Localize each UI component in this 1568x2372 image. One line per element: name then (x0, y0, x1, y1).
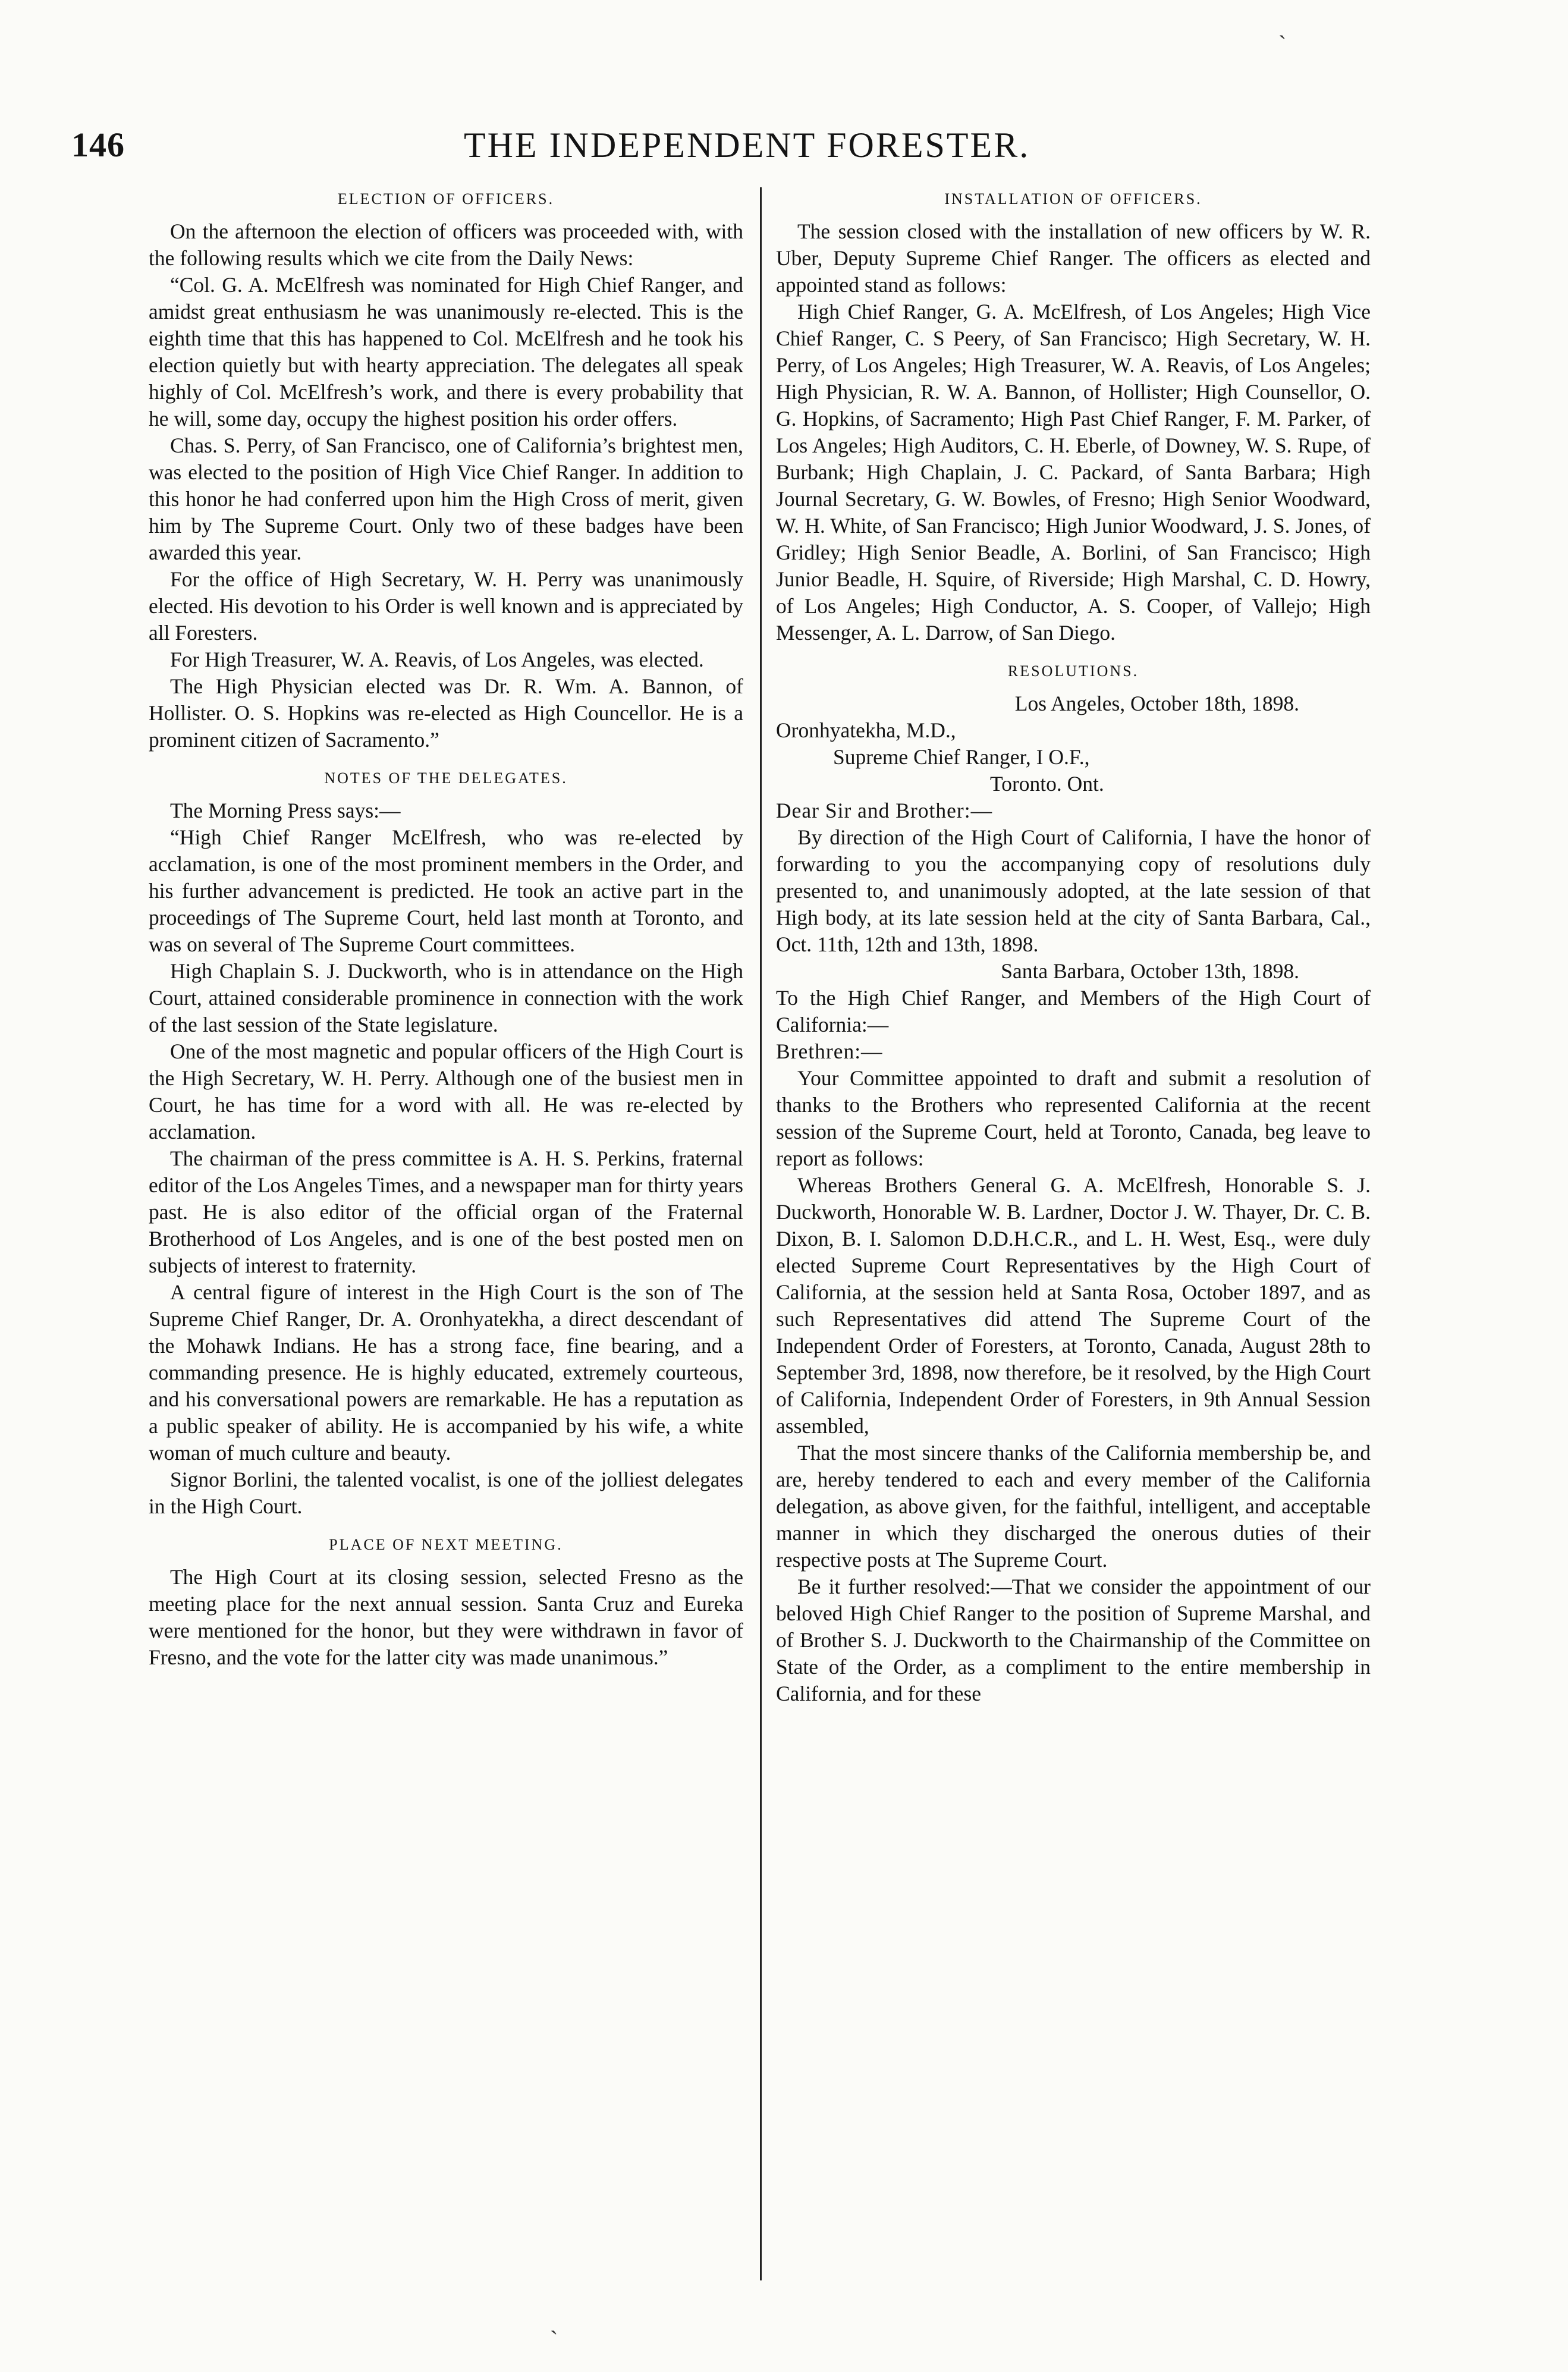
section-heading-installation: INSTALLATION OF OFFICERS. (944, 190, 1202, 208)
dateline: Los Angeles, October 18th, 1898. (1014, 692, 1299, 715)
paragraph: A central figure of interest in the High Court is the son of The Supreme Chief Ranger, Dr. A. Oronhyatekha, a direct descendant of the Mohawk Indians. He has a strong face, fine bearing, and a commanding presence. He is highly educated, extremely courteous, and his conversational powers are remarkable. He has a reputation as a public speaker of ability. He is accompanied by his wife, a white woman of much culture and beauty. (149, 1280, 743, 1465)
paragraph: Signor Borlini, the talented vocalist, is one of the jolliest delegates in the High Court. (149, 1468, 743, 1518)
section-heading-election: ELECTION OF OFFICERS. (337, 190, 555, 208)
paragraph: High Chief Ranger, G. A. McElfresh, of Los Angeles; High Vice Chief Ranger, C. S Peery, of San Francisco; High Secretary, W. H. Perry, of Los Angeles; High Treasurer, W. A. Reavis, of Los Angeles; High Physician, R. W. A. Bannon, of Hollister; High Counsellor, O. G. Hopkins, of Sacramento; High Past Chief Ranger, F. M. Parker, of Los Angeles; High Auditors, C. H. Eberle, of Downey, W. S. Rupe, of Burbank; High Chaplain, J. C. Packard, of Santa Barbara; High Journal Secretary, G. W. Bowles, of Fresno; High Senior Woodward, W. H. White, of San Francisco; High Junior Woodward, J. S. Jones, of Gridley; High Senior Beadle, A. Borlini, of San Francisco; High Junior Beadle, H. Squire, of Riverside; High Marshal, C. D. Howry, of Los Angeles; High Conductor, A. S. Cooper, of Vallejo; High Messenger, A. L. Darrow, of San Diego. (776, 300, 1371, 645)
dateline: Santa Barbara, October 13th, 1898. (1001, 959, 1299, 983)
right-column (776, 187, 1371, 1707)
paragraph: Whereas Brothers General G. A. McElfresh, Honorable S. J. Duckworth, Honorable W. B. Lardner, Doctor J. W. Thayer, Dr. C. B. Dixon, B. I. Salomon D.D.H.C.R., and L. H. West, Esq., were duly elected Supreme Court Representatives by the High Court of California, at the session held at Santa Rosa, October 1897, and as such Representatives did attend The Supreme Court of the Independent Order of Foresters, at Toronto, Canada, August 28th to September 3rd, 1898, now therefore, be it resolved, by the High Court of California, Independent Order of Foresters, in 9th Annual Session assembled, (776, 1173, 1371, 1438)
scan-mark: ˎ (550, 2308, 558, 2335)
address-line: Oronhyatekha, M.D., (776, 718, 956, 742)
paragraph: “High Chief Ranger McElfresh, who was re-elected by acclamation, is one of the most prominent members in the Order, and his further advancement is predicted. He took an active part in the proceedings of The Supreme Court, held last month at Toronto, and was on several of The Supreme Court committees. (149, 825, 743, 956)
paragraph: For the office of High Secretary, W. H. Perry was unanimously elected. His devotion to his Order is well known and is appreciated by all Foresters. (149, 567, 743, 645)
scan-mark: ˎ (1278, 12, 1287, 39)
paragraph: Be it further resolved:—That we consider the appointment of our beloved High Chief Ranger to the position of Supreme Marshal, and of Brother S. J. Duckworth to the Chairmanship of the Committee on State of the Order, as a compliment to the entire membership in California, and for these (776, 1575, 1371, 1705)
section-heading-resolutions: RESOLUTIONS. (1007, 662, 1139, 680)
address-line: Supreme Chief Ranger, I O.F., (833, 745, 1090, 769)
addressee: To the High Chief Ranger, and Members of the High Court of California:— (776, 986, 1371, 1036)
paragraph: For High Treasurer, W. A. Reavis, of Los Angeles, was elected. (170, 648, 704, 671)
paragraph: Your Committee appointed to draft and submit a resolution of thanks to the Brothers who represented California at the recent session of the Supreme Court, held at Toronto, Canada, beg leave to report as follows: (776, 1066, 1371, 1170)
paragraph: The High Physician elected was Dr. R. Wm. A. Bannon, of Hollister. O. S. Hopkins was re-elected as High Councellor. He is a prominent citizen of Sacramento.” (149, 674, 743, 752)
paragraph: One of the most magnetic and popular officers of the High Court is the High Secretary, W. H. Perry. Although one of the busiest men in Court, he has time for a word with all. He was re-elected by acclamation. (149, 1039, 743, 1143)
section-heading-next-meeting: PLACE OF NEXT MEETING. (329, 1536, 563, 1553)
column-divider (760, 187, 762, 2280)
paragraph: On the afternoon the election of officers was proceeded with, with the following results which we cite from the Daily News: (149, 219, 743, 270)
paragraph: By direction of the High Court of California, I have the honor of forwarding to you the accompanying copy of resolutions duly presented to, and unanimously adopted, at the late session of that High body, at its late session held at the city of Santa Barbara, Cal., Oct. 11th, 12th and 13th, 1898. (776, 825, 1371, 956)
salutation: Dear Sir and Brother:— (776, 799, 993, 822)
salutation: Brethren:— (776, 1039, 883, 1063)
paragraph: Chas. S. Perry, of San Francisco, one of California’s brightest men, was elected to the position of High Vice Chief Ranger. In addition to this honor he had conferred upon him the High Cross of merit, given him by The Supreme Court. Only two of these badges have been awarded this year. (149, 433, 743, 564)
address-line: Toronto. Ont. (990, 772, 1104, 796)
paragraph: “Col. G. A. McElfresh was nominated for High Chief Ranger, and amidst great enthusiasm he was unanimously re-elected. This is the eighth time that this has happened to Col. McElfresh and he took his election quietly but with hearty appreciation. The delegates all speak highly of Col. McElfresh’s work, and there is every probability that he will, some day, occupy the highest position his order offers. (149, 273, 743, 431)
paragraph: The Morning Press says:— (170, 799, 401, 822)
page-number: 146 (71, 125, 125, 164)
paragraph: The session closed with the installation of new officers by W. R. Uber, Deputy Supreme Chief Ranger. The officers as elected and appointed stand as follows: (776, 219, 1371, 297)
paragraph: High Chaplain S. J. Duckworth, who is in attendance on the High Court, attained considerable prominence in connection with the work of the last session of the State legislature. (149, 959, 743, 1036)
running-title: THE INDEPENDENT FORESTER. (464, 125, 1030, 165)
section-heading-delegates: NOTES OF THE DELEGATES. (324, 769, 568, 787)
paragraph: That the most sincere thanks of the California membership be, and are, hereby tendered to each and every member of the California delegation, as above given, for the faithful, intelligent, and acceptable manner in which they discharged the onerous duties of their respective posts at The Supreme Court. (776, 1441, 1371, 1572)
page-header (71, 125, 1356, 172)
left-column (149, 187, 743, 1671)
paragraph: The High Court at its closing session, selected Fresno as the meeting place for the next annual session. Santa Cruz and Eureka were mentioned for the honor, but they were withdrawn in favor of Fresno, and the vote for the latter city was made unanimous.” (149, 1565, 743, 1669)
paragraph: The chairman of the press committee is A. H. S. Perkins, fraternal editor of the Los Angeles Times, and a newspaper man for thirty years past. He is also editor of the official organ of the Fraternal Brotherhood of Los Angeles, and is one of the best posted men on subjects of interest to fraternity. (149, 1146, 743, 1277)
